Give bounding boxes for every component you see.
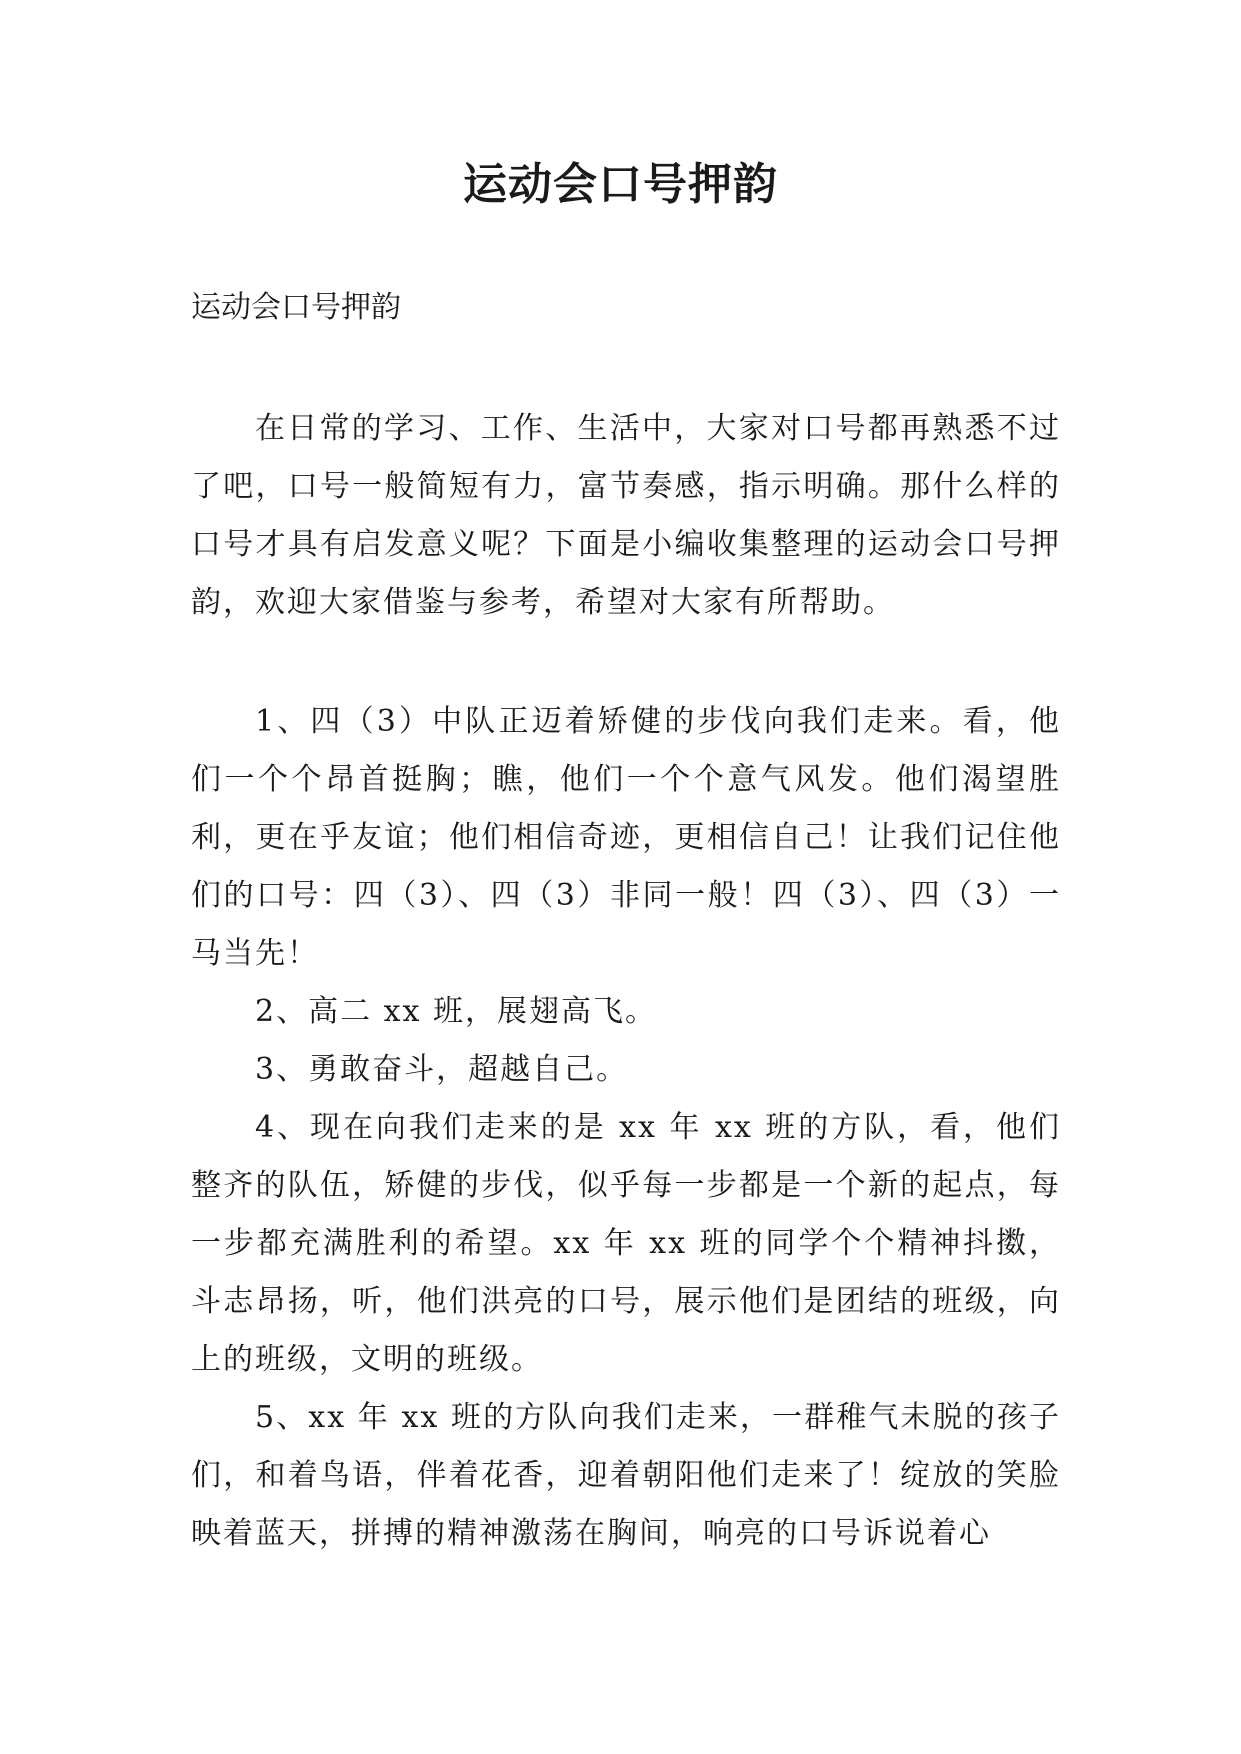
slogan-list xyxy=(191,693,1061,1563)
intro-section xyxy=(191,400,1061,632)
slogan-item: 4、现在向我们走来的是 xx 年 xx 班的方队，看，他们整齐的队伍，矫健的步伐，似乎每一步都是一个新的起点，每一步都充满胜利的希望。xx 年 xx 班的同学个个精神抖擞，斗志昂扬，听，他们洪亮的口号，展示他们是团结的班级，向上的班级，文明的班级。 xyxy=(191,1110,1061,1377)
document-subtitle: 运动会口号押韵 xyxy=(191,290,401,325)
slogan-item: 2、高二 xx 班，展翅高飞。 xyxy=(255,994,657,1029)
document-title: 运动会口号押韵 xyxy=(463,159,778,210)
slogan-item: 1、四（3）中队正迈着矫健的步伐向我们走来。看，他们一个个昂首挺胸；瞧，他们一个个意气风发。他们渴望胜利，更在乎友谊；他们相信奇迹，更相信自己！让我们记住他们的口号：四（3）、四（3）非同一般！四（3）、四（3）一马当先！ xyxy=(191,704,1061,971)
slogan-item: 3、勇敢奋斗，超越自己。 xyxy=(255,1052,629,1087)
intro-paragraph: 在日常的学习、工作、生活中，大家对口号都再熟悉不过了吧，口号一般简短有力，富节奏感，指示明确。那什么样的口号才具有启发意义呢？下面是小编收集整理的运动会口号押韵，欢迎大家借鉴与参考，希望对大家有所帮助。 xyxy=(191,411,1061,620)
slogan-item: 5、xx 年 xx 班的方队向我们走来，一群稚气未脱的孩子们，和着鸟语，伴着花香，迎着朝阳他们走来了！绽放的笑脸映着蓝天，拼搏的精神激荡在胸间，响亮的口号诉说着心 xyxy=(191,1400,1061,1551)
